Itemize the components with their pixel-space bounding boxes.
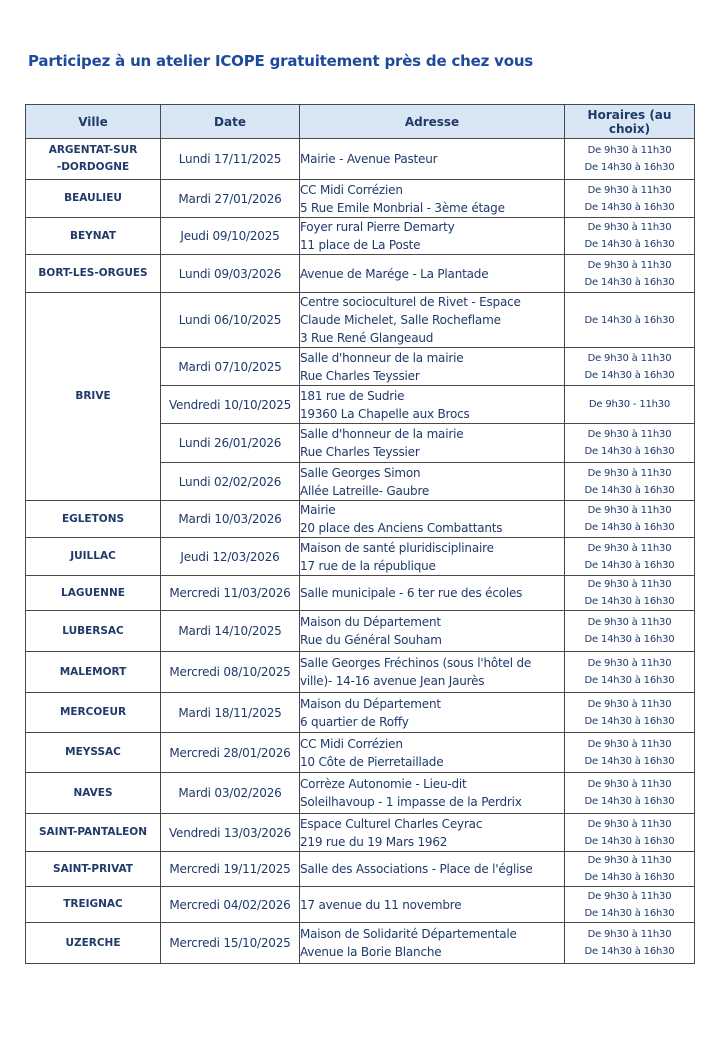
- address-line: Allée Latreille- Gaubre: [300, 483, 430, 498]
- address-line: Salle Georges Fréchinos (sous l'hôtel de: [300, 656, 532, 670]
- hours-cell: [565, 814, 695, 852]
- hours-cell: [565, 733, 695, 773]
- hours-line: De 14h30 à 16h30: [584, 596, 675, 607]
- address-line: Rue Charles Teyssier: [300, 368, 420, 383]
- date-cell: Mardi 27/01/2026: [161, 180, 300, 218]
- table-row: [26, 814, 695, 852]
- table-row: [26, 501, 695, 538]
- hours-line: De 9h30 à 11h30: [587, 352, 672, 364]
- address-line: Salle des Associations - Place de l'église: [300, 862, 533, 876]
- hours-line: De 9h30 à 11h30: [587, 658, 672, 669]
- city-cell: [26, 693, 161, 733]
- table-row: [26, 218, 695, 255]
- date-cell: Lundi 17/11/2025: [161, 139, 300, 180]
- address-line: Rue du Général Souham: [300, 633, 442, 647]
- hours-line: De 9h30 à 11h30: [587, 542, 672, 554]
- address-cell: [300, 348, 565, 386]
- address-line: Maison de santé pluridisciplinaire: [300, 540, 494, 555]
- date-cell: Mercredi 15/10/2025: [161, 923, 300, 964]
- hours-line: De 14h30 à 16h30: [584, 755, 675, 767]
- hours-line: De 14h30 à 16h30: [584, 872, 675, 883]
- address-line: 11 place de La Poste: [300, 238, 421, 252]
- hours-cell: [565, 293, 695, 348]
- address-line: Centre socioculturel de Rivet - Espace: [300, 295, 521, 309]
- city-cell: [26, 923, 161, 964]
- city-cell: [26, 852, 161, 887]
- hours-line: De 14h30 à 16h30: [584, 484, 675, 496]
- date-cell: Lundi 02/02/2026: [161, 463, 300, 501]
- address-cell: [300, 611, 565, 652]
- hours-line: De 9h30 à 11h30: [587, 429, 672, 440]
- date-cell: Vendredi 13/03/2026: [161, 814, 300, 852]
- address-line: 10 Côte de Pierretaillade: [300, 754, 444, 769]
- address-line: Avenue de Marége - La Plantade: [300, 266, 489, 281]
- date-cell: Mardi 18/11/2025: [161, 693, 300, 733]
- city-cell: [26, 576, 161, 611]
- hours-line: De 9h30 à 11h30: [587, 890, 672, 902]
- address-cell: [300, 852, 565, 887]
- date-cell: Vendredi 10/10/2025: [161, 386, 300, 424]
- hours-line: De 14h30 à 16h30: [584, 559, 675, 571]
- city-cell: [26, 814, 161, 852]
- date-cell: Lundi 09/03/2026: [161, 255, 300, 293]
- address-line: 219 rue du 19 Mars 1962: [300, 834, 448, 849]
- city-name: NAVES: [73, 786, 113, 799]
- date-cell: Mardi 07/10/2025: [161, 348, 300, 386]
- table-row: [26, 139, 695, 180]
- address-cell: [300, 139, 565, 180]
- address-line: 20 place des Anciens Combattants: [300, 521, 503, 535]
- hours-line: De 9h30 à 11h30: [587, 738, 672, 750]
- address-line: Avenue la Borie Blanche: [300, 945, 442, 959]
- hours-cell: [565, 139, 695, 180]
- address-line: 6 quartier de Roffy: [300, 714, 409, 729]
- hours-line: De 14h30 à 16h30: [584, 276, 675, 288]
- address-cell: [300, 424, 565, 463]
- city-name: SAINT-PANTALEON: [38, 826, 148, 838]
- address-cell: [300, 293, 565, 348]
- address-line: CC Midi Corrézien: [300, 182, 403, 197]
- table-row: [26, 538, 695, 576]
- table-body: [26, 139, 695, 964]
- city-cell: [26, 139, 161, 180]
- hours-cell: [565, 424, 695, 463]
- address-line: Mairie - Avenue Pasteur: [300, 152, 438, 166]
- city-cell: [26, 652, 161, 693]
- hours-line: De 14h30 à 16h30: [584, 522, 675, 533]
- city-name: BEAULIEU: [64, 192, 122, 204]
- page-title: Participez à un atelier ICOPE gratuitement près de chez vous: [28, 52, 534, 70]
- table-row: [26, 576, 695, 611]
- hours-cell: [565, 255, 695, 293]
- city-cell: [26, 538, 161, 576]
- hours-line: De 9h30 à 11h30: [587, 259, 672, 271]
- address-cell: [300, 576, 565, 611]
- hours-cell: [565, 180, 695, 218]
- hours-cell: [565, 693, 695, 733]
- address-cell: [300, 887, 565, 923]
- hours-line: De 9h30 à 11h30: [587, 929, 672, 940]
- hours-cell: [565, 463, 695, 501]
- address-line: Soleilhavoup - 1 impasse de la Perdrix: [300, 795, 522, 809]
- address-line: Mairie: [300, 503, 336, 517]
- address-line: 19360 La Chapelle aux Brocs: [300, 406, 470, 421]
- address-line: 5 Rue Emile Monbrial - 3ème étage: [300, 200, 505, 215]
- address-cell: [300, 538, 565, 576]
- address-cell: [300, 814, 565, 852]
- address-line: Maison du Département: [300, 615, 441, 629]
- hours-line: De 9h30 à 11h30: [587, 467, 672, 479]
- hours-line: De 14h30 à 16h30: [584, 162, 675, 173]
- city-cell: [26, 180, 161, 218]
- hours-cell: [565, 386, 695, 424]
- city-name: LUBERSAC: [62, 624, 124, 637]
- city-name: BEYNAT: [69, 229, 117, 242]
- city-name: JUILLAC: [70, 550, 116, 562]
- hours-line: De 9h30 à 11h30: [587, 145, 672, 156]
- city-name: EGLETONS: [61, 512, 125, 525]
- hours-line: De 14h30 à 16h30: [584, 796, 675, 807]
- date-cell: Lundi 06/10/2025: [161, 293, 300, 348]
- address-line: Salle d'honneur de la mairie: [300, 427, 464, 441]
- hours-line: De 9h30 à 11h30: [587, 222, 672, 233]
- column-header-date: Date: [161, 105, 300, 139]
- hours-line: De 14h30 à 16h30: [584, 634, 675, 645]
- city-name: UZERCHE: [65, 936, 121, 949]
- date-cell: Mardi 03/02/2026: [161, 773, 300, 814]
- table-row: [26, 923, 695, 964]
- address-line: CC Midi Corrézien: [300, 736, 403, 751]
- city-name: ARGENTAT-SUR: [48, 144, 138, 156]
- hours-cell: [565, 852, 695, 887]
- date-cell: Jeudi 09/10/2025: [161, 218, 300, 255]
- address-line: 17 avenue du 11 novembre: [300, 897, 462, 912]
- address-line: 181 rue de Sudrie: [300, 388, 405, 403]
- date-cell: Mercredi 08/10/2025: [161, 652, 300, 693]
- city-name: MEYSSAC: [65, 746, 121, 758]
- hours-cell: [565, 501, 695, 538]
- address-line: Corrèze Autonomie - Lieu-dit: [300, 777, 467, 791]
- address-line: Claude Michelet, Salle Rocheflame: [300, 313, 501, 327]
- city-name: LAGUENNE: [61, 586, 125, 599]
- address-cell: [300, 693, 565, 733]
- column-header-city: Ville: [26, 105, 161, 139]
- city-name: BRIVE: [75, 390, 111, 402]
- date-cell: Mercredi 28/01/2026: [161, 733, 300, 773]
- address-line: Foyer rural Pierre Demarty: [300, 220, 455, 234]
- address-line: Salle municipale - 6 ter rue des écoles: [300, 586, 523, 600]
- hours-cell: [565, 652, 695, 693]
- address-line: 17 rue de la république: [300, 558, 436, 573]
- hours-line: De 14h30 à 16h30: [584, 907, 675, 919]
- address-line: ville)- 14-16 avenue Jean Jaurès: [300, 674, 485, 688]
- date-cell: Mardi 14/10/2025: [161, 611, 300, 652]
- column-header-hours: Horaires (au choix): [565, 105, 695, 139]
- hours-line: De 9h30 à 11h30: [587, 184, 672, 196]
- address-cell: [300, 386, 565, 424]
- address-line: Maison du Département: [300, 696, 441, 711]
- hours-cell: [565, 773, 695, 814]
- table-row: [26, 180, 695, 218]
- city-name: MALEMORT: [59, 665, 127, 678]
- table-row: [26, 652, 695, 693]
- table-row: [26, 611, 695, 652]
- city-cell: [26, 887, 161, 923]
- hours-line: De 14h30 à 16h30: [584, 715, 675, 727]
- hours-line: De 9h30 à 11h30: [587, 698, 672, 710]
- date-cell: Mercredi 04/02/2026: [161, 887, 300, 923]
- hours-cell: [565, 218, 695, 255]
- hours-line: De 9h30 à 11h30: [587, 818, 672, 830]
- date-cell: Lundi 26/01/2026: [161, 424, 300, 463]
- hours-line: De 14h30 à 16h30: [584, 239, 675, 250]
- date-cell: Mercredi 19/11/2025: [161, 852, 300, 887]
- table-row: [26, 733, 695, 773]
- hours-line: De 9h30 à 11h30: [587, 855, 672, 866]
- date-cell: Mardi 10/03/2026: [161, 501, 300, 538]
- hours-line: De 14h30 à 16h30: [584, 675, 675, 686]
- city-cell: [26, 501, 161, 538]
- address-cell: [300, 180, 565, 218]
- hours-cell: [565, 923, 695, 964]
- address-line: Salle d'honneur de la mairie: [300, 350, 464, 365]
- address-line: Salle Georges Simon: [300, 465, 421, 480]
- hours-line: De 9h30 à 11h30: [587, 505, 672, 516]
- address-cell: [300, 501, 565, 538]
- table-row: [26, 773, 695, 814]
- hours-line: De 14h30 à 16h30: [584, 314, 675, 326]
- city-name: TREIGNAC: [63, 898, 123, 910]
- city-cell: [26, 611, 161, 652]
- table-row: [26, 852, 695, 887]
- column-header-address: Adresse: [300, 105, 565, 139]
- city-name: MERCOEUR: [59, 706, 127, 718]
- date-cell: Jeudi 12/03/2026: [161, 538, 300, 576]
- city-cell: [26, 293, 161, 501]
- city-cell: [26, 733, 161, 773]
- hours-line: De 14h30 à 16h30: [584, 835, 675, 847]
- hours-line: De 14h30 à 16h30: [584, 369, 675, 381]
- table-row: [26, 693, 695, 733]
- city-cell: [26, 773, 161, 814]
- city-name: SAINT-PRIVAT: [53, 862, 133, 875]
- hours-cell: [565, 538, 695, 576]
- address-cell: [300, 463, 565, 501]
- city-cell: [26, 255, 161, 293]
- hours-cell: [565, 576, 695, 611]
- hours-cell: [565, 611, 695, 652]
- hours-line: De 9h30 à 11h30: [587, 579, 672, 590]
- schedule-table: [25, 104, 695, 964]
- address-cell: [300, 255, 565, 293]
- city-name: BORT-LES-ORGUES: [38, 267, 148, 279]
- address-cell: [300, 773, 565, 814]
- table-row: [26, 255, 695, 293]
- table-row: [26, 887, 695, 923]
- city-name: -DORDOGNE: [56, 161, 130, 173]
- address-line: Rue Charles Teyssier: [300, 445, 420, 459]
- table-header-row: [26, 105, 695, 139]
- hours-cell: [565, 348, 695, 386]
- hours-line: De 14h30 à 16h30: [584, 946, 675, 957]
- hours-line: De 14h30 à 16h30: [584, 446, 675, 457]
- address-line: Espace Culturel Charles Ceyrac: [300, 816, 483, 831]
- address-cell: [300, 218, 565, 255]
- hours-cell: [565, 887, 695, 923]
- city-cell: [26, 218, 161, 255]
- hours-line: De 9h30 à 11h30: [587, 779, 672, 790]
- address-line: Maison de Solidarité Départementale: [300, 927, 517, 941]
- address-line: 3 Rue René Glangeaud: [300, 331, 434, 345]
- hours-line: De 9h30 à 11h30: [587, 617, 672, 628]
- address-cell: [300, 652, 565, 693]
- hours-line: De 14h30 à 16h30: [584, 201, 675, 213]
- address-cell: [300, 923, 565, 964]
- date-cell: Mercredi 11/03/2026: [161, 576, 300, 611]
- address-cell: [300, 733, 565, 773]
- table-row: [26, 293, 695, 348]
- hours-line: De 9h30 - 11h30: [588, 399, 671, 410]
